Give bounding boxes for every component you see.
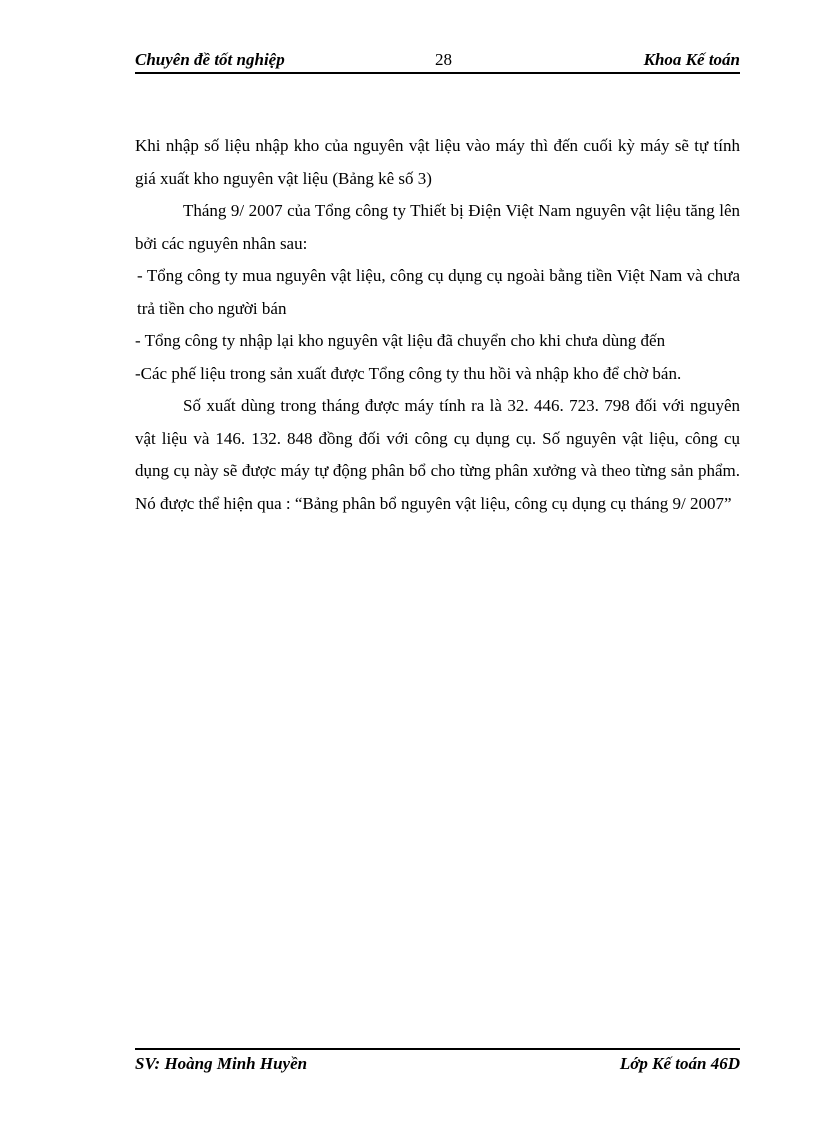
paragraph-1: Khi nhập số liệu nhập kho của nguyên vật liệu vào máy thì đến cuối kỳ máy sẽ tự tính giá xuất kho nguyên vật liệu (Bảng kê số 3) [135,136,740,188]
header-department: Khoa Kế toán [643,50,740,69]
paragraph-2: Tháng 9/ 2007 của Tổng công ty Thiết bị Điện Việt Nam nguyên vật liệu tăng lên bởi các nguyên nhân sau: [135,201,740,253]
header-document-title: Chuyên đề tốt nghiệp [135,50,285,69]
page-body [135,130,740,520]
page-header [135,48,740,74]
paragraph-3: Số xuất dùng trong tháng được máy tính ra là 32. 446. 723. 798 đối với nguyên vật liệu và 146. 132. 848 đồng đối với công cụ dụng cụ. Số nguyên vật liệu, công cụ dụng cụ này sẽ được máy tự động phân bổ cho từng phân xưởng và theo từng sản phẩm. Nó được thể hiện qua : “Bảng phân bổ nguyên vật liệu, công cụ dụng cụ tháng 9/ 2007” [135,396,740,513]
page-footer [135,1048,740,1076]
bullet-item-2: - Tổng công ty nhập lại kho nguyên vật liệu đã chuyển cho khi chưa dùng đến [135,331,666,350]
bullet-item-1: - Tổng công ty mua nguyên vật liệu, công cụ dụng cụ ngoài bằng tiền Việt Nam và chưa trả tiền cho người bán [137,266,740,318]
footer-student-name: SV: Hoàng Minh Huyền [135,1054,308,1073]
page-number: 28 [435,50,452,69]
bullet-item-3: -Các phế liệu trong sản xuất được Tổng công ty thu hồi và nhập kho để chờ bán. [135,363,682,383]
footer-class-name: Lớp Kế toán 46D [619,1054,740,1073]
